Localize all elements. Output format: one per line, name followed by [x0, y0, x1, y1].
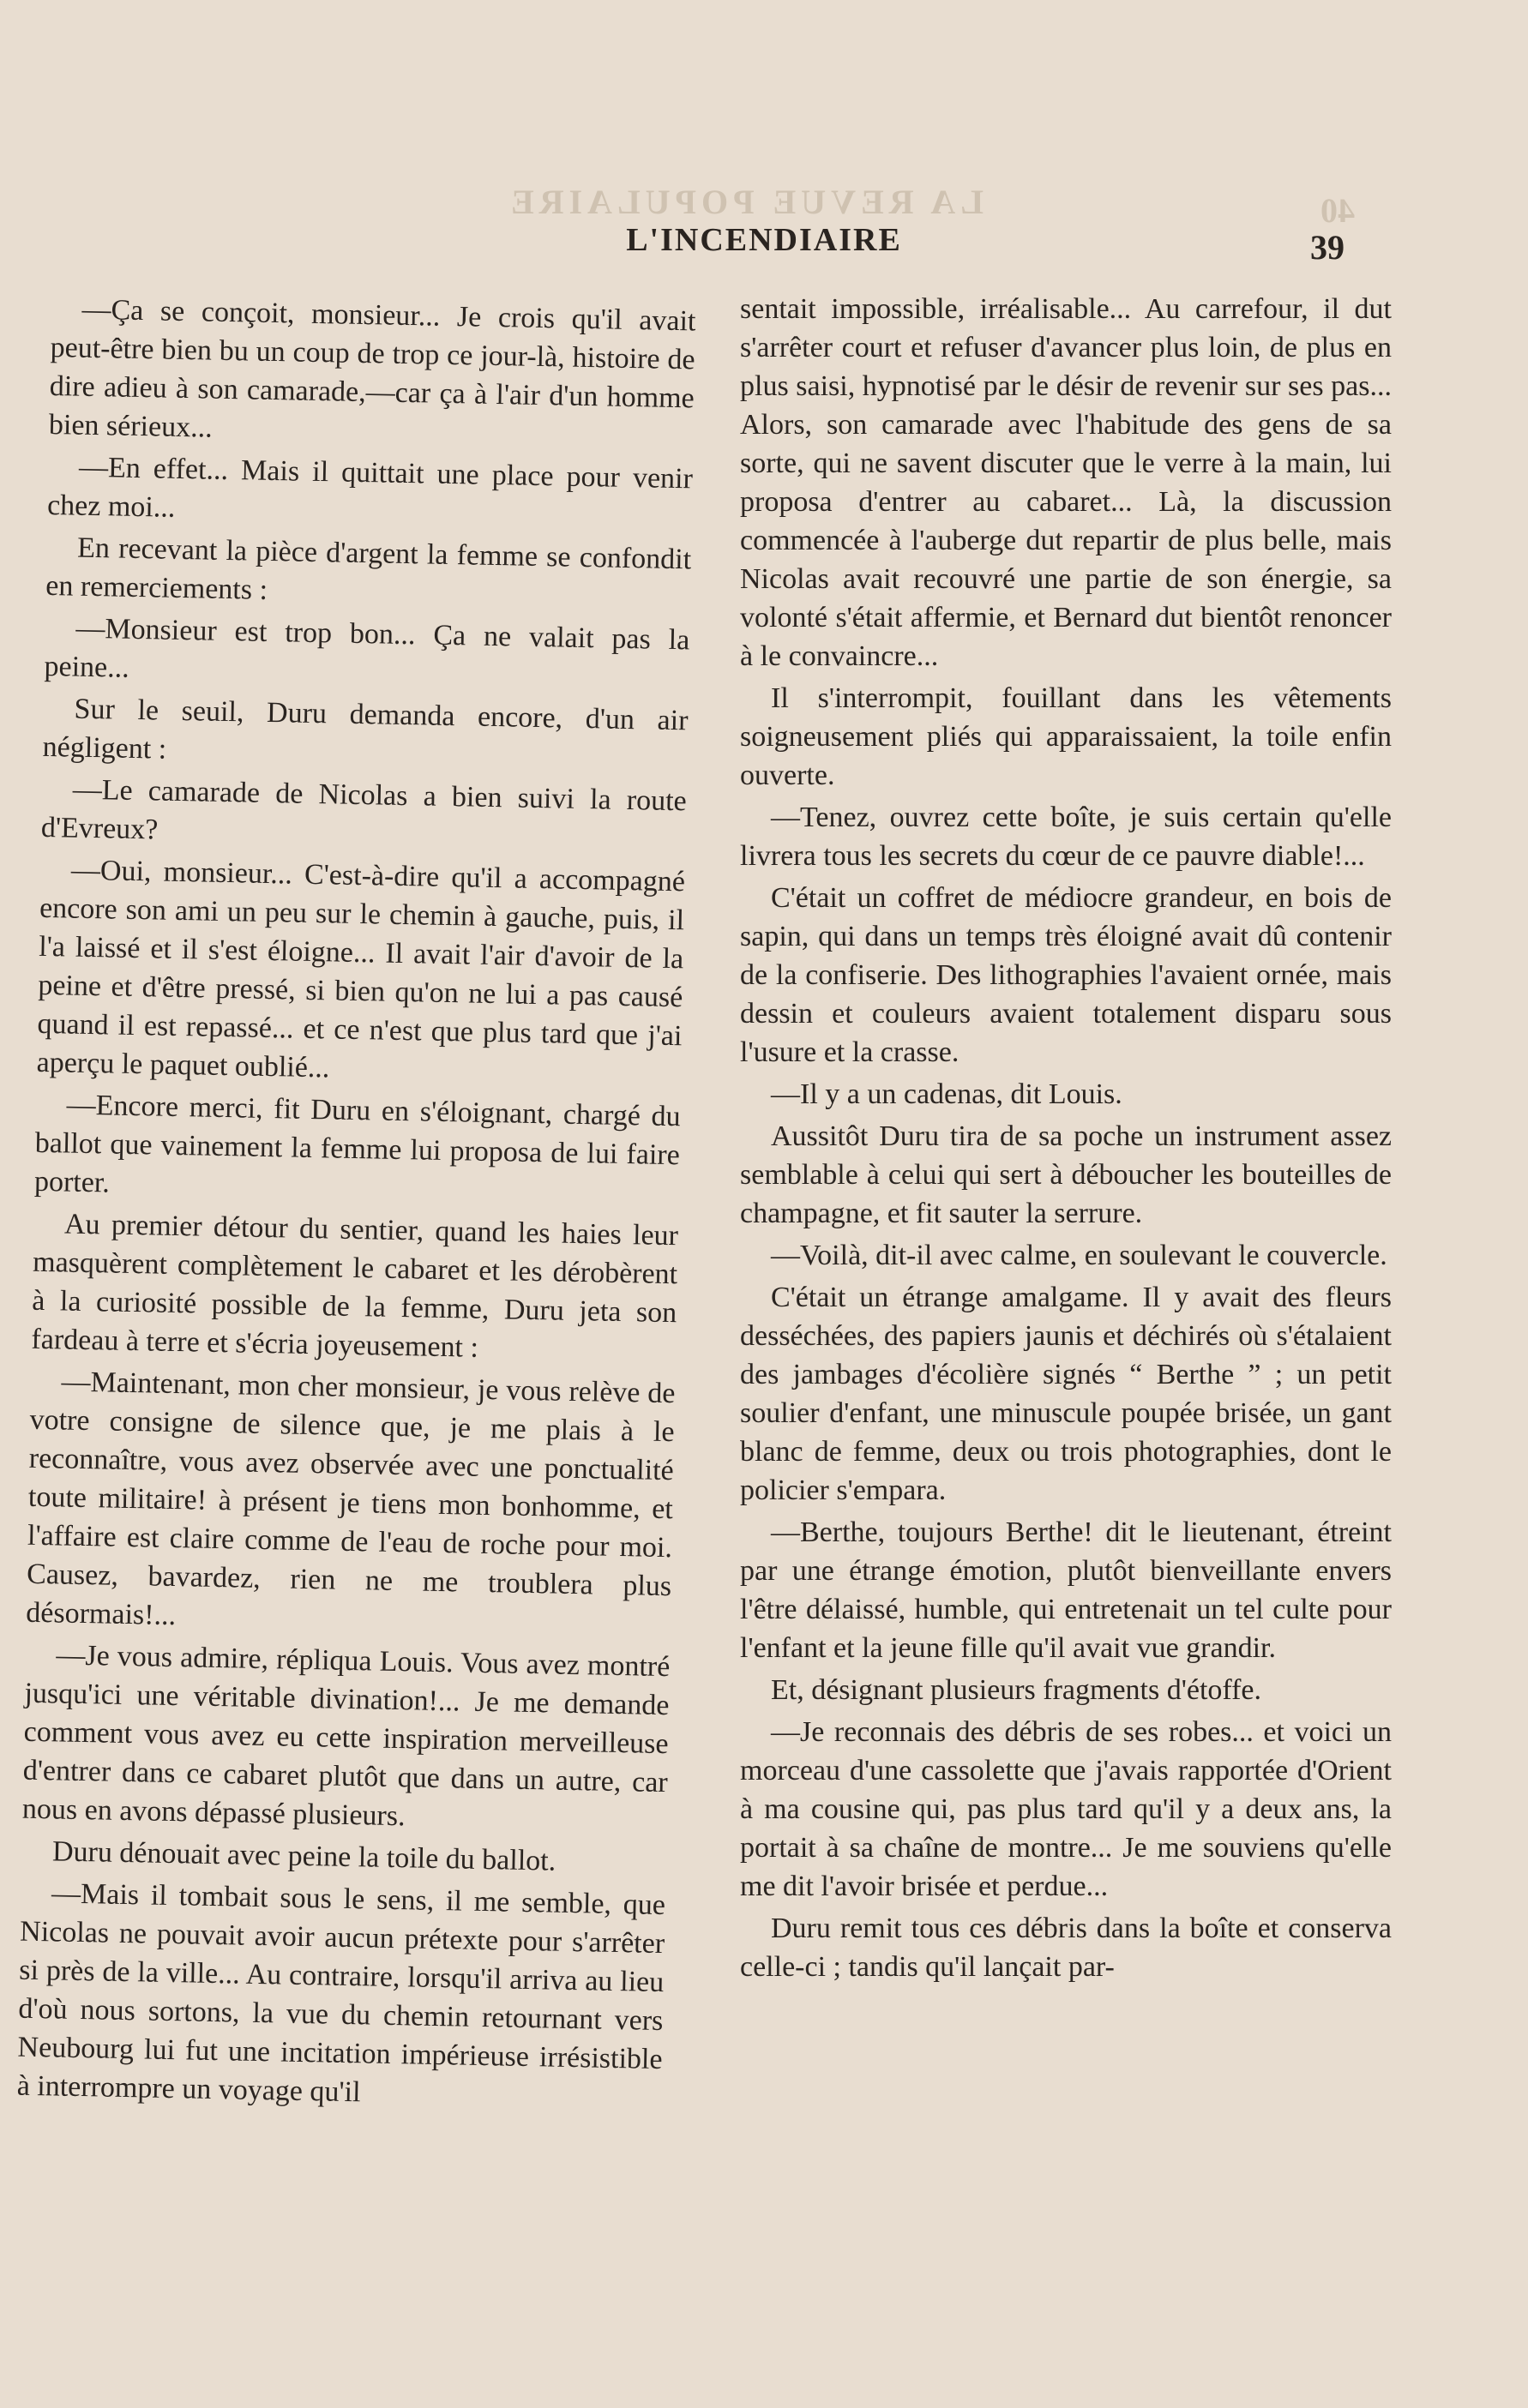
paragraph: —Encore merci, fit Duru en s'éloignant, chargé du ballot que vainement la femme lui proposa de lui faire porter. — [33, 1089, 681, 1199]
paragraph: —Je reconnais des débris de ses robes... et voici un morceau d'une cassolette que j'avais rapportée d'Orient à ma cousine qui, pas plus tard qu'il y a deux ans, la portait à sa chaîne de montre... Je me souviens qu'elle me dit l'avoir brisée et perdue... — [740, 1716, 1392, 1902]
paragraph: —Berthe, toujours Berthe! dit le lieutenant, étreint par une étrange émotion, plutôt bienveillante envers l'être délaissé, humble, qui entretenait un tel culte pour l'enfant et la jeune fille qu'il avait vue grandir. — [740, 1516, 1392, 1664]
paragraph: —En effet... Mais il quittait une place pour venir chez moi... — [46, 451, 694, 524]
paragraph: En recevant la pièce d'argent la femme se confondit en remerciements : — [45, 531, 692, 606]
paragraph: —Je vous admire, répliqua Louis. Vous avez montré jusqu'ici une véritable divination!... Je me demande comment vous avez eu cette inspiration merveilleuse d'entrer dans ce cabaret plutôt que dans un autre, car nous en avons dépassé plusieurs. — [21, 1639, 671, 1833]
paragraph: C'était un coffret de médiocre grandeur, en bois de sapin, qui dans un temps très éloigné avait dû contenir de la confiserie. Des lithographies l'avaient ornée, mais dessin et couleurs avaient totalement disparu sous l'usure et la crasse. — [740, 882, 1392, 1068]
paragraph: Au premier détour du sentier, quand les haies leur masquèrent complètement le cabaret et les dérobèrent à la curiosité possible de la femme, Duru jeta son fardeau à terre et s'écria joyeusement : — [31, 1208, 679, 1364]
running-title: L'INCENDIAIRE — [626, 222, 902, 258]
paragraph: Sur le seuil, Duru demanda encore, d'un air négligent : — [42, 693, 689, 766]
bleed-through-title: LA REVUE POPULAIRE — [506, 183, 984, 221]
paragraph: —Monsieur est trop bon... Ça ne valait pas la peine... — [44, 612, 690, 684]
bleed-through-number: 40 — [1320, 191, 1355, 230]
paragraph: —Oui, monsieur... C'est-à-dire qu'il a accompagné encore son ami un peu sur le chemin à gauche, puis, il l'a laissé et il s'est éloigne... Il avait l'air d'avoir de la peine et d'être pressé, si bien qu'on ne lui a pas causé quand il est repassé... et ce n'est que plus tard que j'ai aperçu le paquet oublié... — [36, 854, 686, 1084]
left-column — [16, 290, 696, 2117]
paragraph: —Maintenant, mon cher monsieur, je vous relève de votre consigne de silence que, je me plais à le reconnaître, vous avez observée avec une ponctualité toute militaire! à présent je tiens mon bonhomme, et l'affaire est claire comme de l'eau de roche pour moi. Causez, bavardez, rien ne me troublera plus désormais!... — [26, 1366, 676, 1632]
right-column — [740, 290, 1392, 1986]
paragraph: —Il y a un cadenas, dit Louis. — [771, 1078, 1122, 1110]
paragraph: —Tenez, ouvrez cette boîte, je suis certain qu'elle livrera tous les secrets du cœur de ce pauvre diable!... — [740, 802, 1392, 872]
paragraph: —Le camarade de Nicolas a bien suivi la route d'Evreux? — [40, 773, 688, 846]
paragraph: C'était un étrange amalgame. Il y avait des fleurs desséchées, des papiers jaunis et déchirés où s'étalaient des jambages d'écolière signés “ Berthe ” ; un petit soulier d'enfant, une minuscule poupée brisée, un gant blanc de femme, deux ou trois photographies, dont le policier s'empara. — [740, 1282, 1392, 1506]
paragraph: —Voilà, dit-il avec calme, en soulevant le couvercle. — [771, 1240, 1387, 1271]
page-number: 39 — [1310, 228, 1345, 267]
paragraph: —Mais il tombait sous le sens, il me semble, que Nicolas ne pouvait avoir aucun prétexte pour s'arrêter si près de la ville... Au contraire, lorsqu'il arriva au lieu d'où nous sortons, la vue du chemin retournant vers Neubourg lui fut une incitation impérieuse irrésistible à interrompre un voyage qu'il — [16, 1877, 666, 2109]
paragraph: Il s'interrompit, fouillant dans les vêtements soigneusement pliés qui apparaissaient, la toile enfin ouverte. — [740, 682, 1392, 791]
paragraph: Et, désignant plusieurs fragments d'étoffe. — [771, 1674, 1262, 1706]
paragraph: Aussitôt Duru tira de sa poche un instrument assez semblable à celui qui sert à déboucher les bouteilles de champagne, et fit sauter la serrure. — [740, 1120, 1392, 1229]
paragraph: Duru remit tous ces débris dans la boîte et conserva celle-ci ; tandis qu'il lançait par- — [740, 1913, 1392, 1983]
paragraph-continuation: sentait impossible, irréalisable... Au carrefour, il dut s'arrêter court et refuser d'avancer plus loin, de plus en plus saisi, hypnotisé par le désir de revenir sur ses pas... Alors, son camarade avec l'habitude des gens de sa sorte, qui ne savent discuter que le verre à la main, lui proposa d'entrer au cabaret... Là, la discussion commencée à l'auberge dut repartir de plus belle, mais Nicolas avait recouvré une partie de son énergie, sa volonté s'était affermie, et Bernard dut bientôt renoncer à le convaincre... — [740, 293, 1392, 672]
paragraph: Duru dénouait avec peine la toile du ballot. — [51, 1835, 556, 1877]
paragraph: —Ça se conçoit, monsieur... Je crois qu'il avait peut-être bien bu un coup de trop ce jour-là, histoire de dire adieu à son camarade,—car ça à l'air d'un homme bien sérieux... — [48, 293, 696, 444]
